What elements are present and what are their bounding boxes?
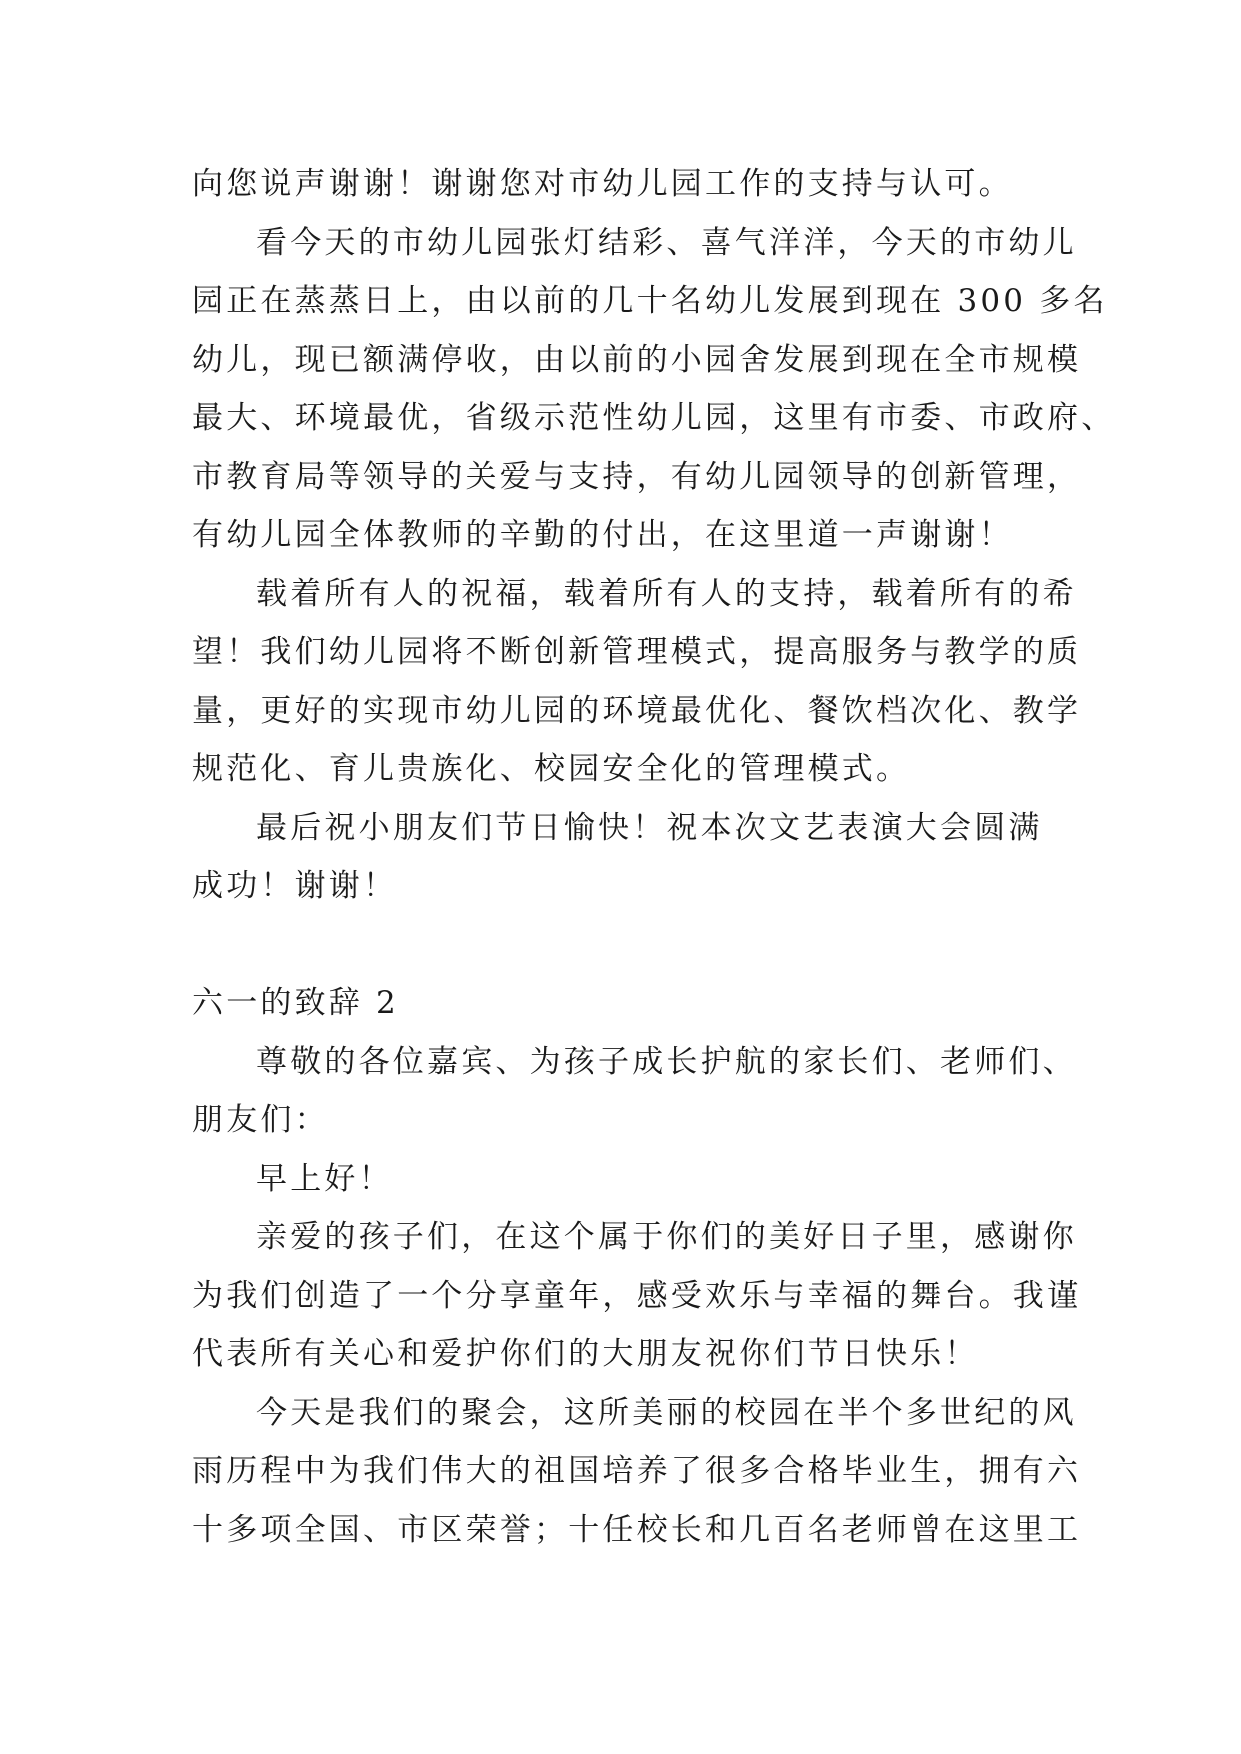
section-heading: 六一的致辞 2 <box>192 985 399 1021</box>
salutation-line: 朋友们： <box>192 1102 329 1138</box>
body-text-line: 十多项全国、市区荣誉；十任校长和几百名老师曾在这里工 <box>192 1511 1082 1548</box>
body-text-line: 规范化、育儿贵族化、校园安全化的管理模式。 <box>192 751 911 787</box>
paragraph-first-line: 今天是我们的聚会，这所美丽的校园在半个多世纪的风 <box>256 1394 1077 1431</box>
body-text-line: 园正在蒸蒸日上，由以前的几十名幼儿发展到现在 300 多名 <box>192 283 1108 319</box>
body-text-line: 市教育局等领导的关爱与支持，有幼儿园领导的创新管理， <box>192 458 1082 495</box>
paragraph-first-line: 最后祝小朋友们节日愉快！祝本次文艺表演大会圆满 <box>256 809 1043 846</box>
greeting-line: 早上好！ <box>256 1160 393 1197</box>
body-text-line: 幼儿，现已额满停收，由以前的小园舍发展到现在全市规模 <box>192 341 1082 378</box>
body-text-line: 望！我们幼儿园将不断创新管理模式，提高服务与教学的质 <box>192 634 1082 670</box>
section-spacer <box>192 916 1072 975</box>
paragraph-first-line: 载着所有人的祝福，载着所有人的支持，载着所有的希 <box>256 575 1077 612</box>
body-text-line: 代表所有关心和爱护你们的大朋友祝你们节日快乐！ <box>192 1336 979 1372</box>
body-text-line: 最大、环境最优，省级示范性幼儿园，这里有市委、市政府、 <box>192 400 1116 436</box>
paragraph-first-line: 亲爱的孩子们，在这个属于你们的美好日子里，感谢你 <box>256 1219 1077 1255</box>
body-text-line: 有幼儿园全体教师的辛勤的付出，在这里道一声谢谢！ <box>192 517 1013 553</box>
body-text-line: 雨历程中为我们伟大的祖国培养了很多合格毕业生，拥有六 <box>192 1453 1082 1489</box>
salutation-line: 尊敬的各位嘉宾、为孩子成长护航的家长们、老师们、 <box>256 1043 1077 1080</box>
body-text-line: 成功！谢谢！ <box>192 868 398 904</box>
document-body <box>192 155 1116 1559</box>
body-text-line: 向您说声谢谢！谢谢您对市幼儿园工作的支持与认可。 <box>192 166 1013 202</box>
body-text-line: 为我们创造了一个分享童年，感受欢乐与幸福的舞台。我谨 <box>192 1277 1082 1314</box>
body-text-line: 量，更好的实现市幼儿园的环境最优化、餐饮档次化、教学 <box>192 692 1082 729</box>
paragraph-first-line: 看今天的市幼儿园张灯结彩、喜气洋洋，今天的市幼儿 <box>256 224 1077 261</box>
